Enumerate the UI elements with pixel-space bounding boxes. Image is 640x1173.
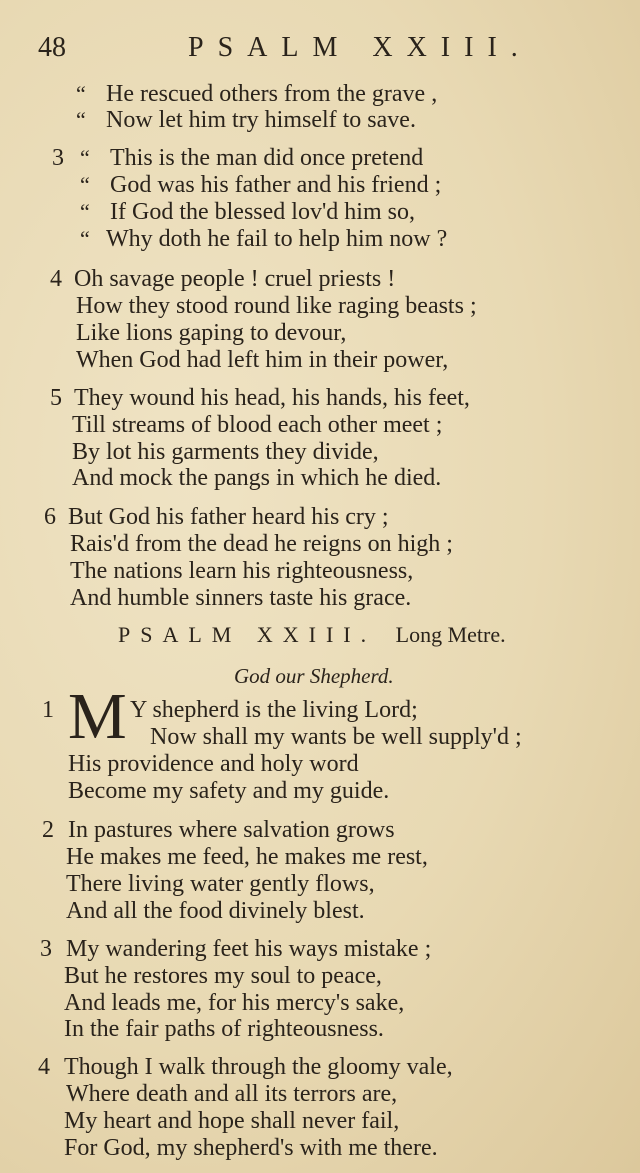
verse-number: 4	[38, 1054, 50, 1080]
verse-line: How they stood round like raging beasts ;	[76, 293, 477, 319]
verse-line: Though I walk through the gloomy vale,	[64, 1054, 453, 1080]
verse-line: And leads me, for his mercy's sake,	[64, 990, 405, 1016]
quote-mark: “	[80, 226, 90, 251]
verse-number: 3	[52, 145, 64, 171]
verse-line: My heart and hope shall never fail,	[64, 1108, 400, 1134]
running-title: PSALM XXIII.	[188, 32, 532, 63]
verse-line: Become my safety and my guide.	[68, 778, 390, 804]
verse-line: Y shepherd is the living Lord;	[130, 697, 418, 723]
psalm-subtitle: God our Shepherd.	[234, 664, 394, 688]
quote-mark: “	[80, 145, 90, 170]
page-header	[38, 32, 598, 72]
verse-line: Oh savage people ! cruel priests !	[74, 266, 396, 292]
verse-line: He rescued others from the grave ,	[106, 81, 438, 107]
verse-line: Rais'd from the dead he reigns on high ;	[70, 531, 453, 557]
verse-line: Why doth he fail to help him now ?	[106, 226, 448, 252]
metre-label: Long Metre.	[395, 622, 506, 647]
verse-line: But God his father heard his cry ;	[68, 504, 389, 530]
verse-line: But he restores my soul to peace,	[64, 963, 382, 989]
verse-line: For God, my shepherd's with me there.	[64, 1135, 438, 1161]
verse-line: And all the food divinely blest.	[66, 898, 365, 924]
page-number: 48	[38, 32, 66, 63]
verse-number: 1	[42, 697, 54, 723]
verse-line: Where death and all its terrors are,	[66, 1081, 398, 1107]
verse-line: In pastures where salvation grows	[68, 817, 395, 843]
verse-number: 6	[44, 504, 56, 530]
verse-line: My wandering feet his ways mistake ;	[66, 936, 432, 962]
verse-line: The nations learn his righteousness,	[70, 558, 414, 584]
quote-mark: “	[76, 81, 86, 106]
quote-mark: “	[76, 107, 86, 132]
verse-line: They wound his head, his hands, his feet,	[74, 385, 470, 411]
verse-line: God was his father and his friend ;	[110, 172, 442, 198]
psalm-title: PSALM XXIII.	[118, 622, 377, 647]
verse-line: His providence and holy word	[68, 751, 359, 777]
verse-line: And humble sinners taste his grace.	[70, 585, 412, 611]
verse-line: In the fair paths of righteousness.	[64, 1016, 384, 1042]
quote-mark: “	[80, 172, 90, 197]
verse-number: 5	[50, 385, 62, 411]
verse-line: Now let him try himself to save.	[106, 107, 416, 133]
verse-number: 3	[40, 936, 52, 962]
verse-line: And mock the pangs in which he died.	[72, 465, 442, 491]
verse-line: There living water gently flows,	[66, 871, 375, 897]
quote-mark: “	[80, 199, 90, 224]
verse-number: 4	[50, 266, 62, 292]
verse-line: He makes me feed, he makes me rest,	[66, 844, 428, 870]
verse-line: By lot his garments they divide,	[72, 439, 379, 465]
verse-line: When God had left him in their power,	[76, 347, 449, 373]
verse-line: Till streams of blood each other meet ;	[72, 412, 443, 438]
drop-cap: M	[68, 680, 127, 753]
verse-line: This is the man did once pretend	[110, 145, 424, 171]
verse-line: Like lions gaping to devour,	[76, 320, 347, 346]
verse-line: Now shall my wants be well supply'd ;	[150, 724, 522, 750]
verse-line: If God the blessed lov'd him so,	[110, 199, 415, 225]
verse-number: 2	[42, 817, 54, 843]
psalm-heading	[118, 622, 506, 648]
